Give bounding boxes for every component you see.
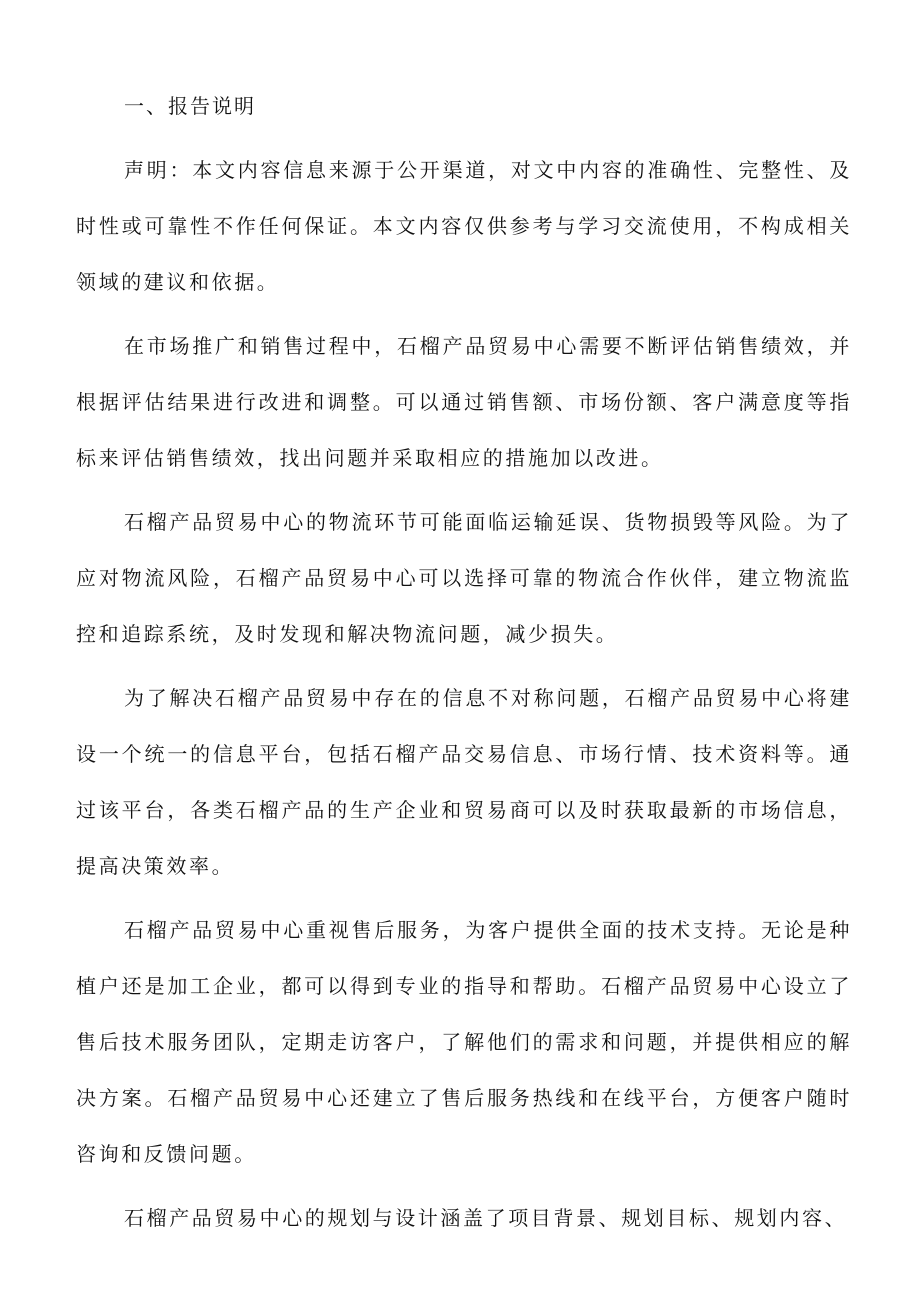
- section-heading: 一、报告说明: [124, 94, 256, 118]
- paragraph-disclaimer: 声明：本文内容信息来源于公开渠道，对文中内容的准确性、完整性、及时性或可靠性不作任何保证。本文内容仅供参考与学习交流使用，不构成相关领域的建议和依据。: [76, 158, 852, 294]
- paragraph-information-platform: 为了解决石榴产品贸易中存在的信息不对称问题，石榴产品贸易中心将建设一个统一的信息平台，包括石榴产品交易信息、市场行情、技术资料等。通过该平台，各类石榴产品的生产企业和贸易商可以及时获取最新的市场信息，提高决策效率。: [76, 686, 852, 878]
- spacer: [76, 662, 852, 670]
- spacer: [76, 1182, 852, 1190]
- paragraph-planning: 石榴产品贸易中心的规划与设计涵盖了项目背景、规划目标、规划内容、: [124, 1206, 848, 1230]
- paragraph-sales-evaluation: 在市场推广和销售过程中，石榴产品贸易中心需要不断评估销售绩效，并根据评估结果进行改进和调整。可以通过销售额、市场份额、客户满意度等指标来评估销售绩效，找出问题并采取相应的措施加以改进。: [76, 334, 852, 470]
- paragraph-logistics-risk: 石榴产品贸易中心的物流环节可能面临运输延误、货物损毁等风险。为了应对物流风险，石榴产品贸易中心可以选择可靠的物流合作伙伴，建立物流监控和追踪系统，及时发现和解决物流问题，减少损失。: [76, 510, 852, 646]
- spacer: [76, 894, 852, 902]
- spacer: [76, 134, 852, 142]
- spacer: [76, 486, 852, 494]
- paragraph-after-sales: 石榴产品贸易中心重视售后服务，为客户提供全面的技术支持。无论是种植户还是加工企业，都可以得到专业的指导和帮助。石榴产品贸易中心设立了售后技术服务团队，定期走访客户，了解他们的需求和问题，并提供相应的解决方案。石榴产品贸易中心还建立了售后服务热线和在线平台，方便客户随时咨询和反馈问题。: [76, 918, 852, 1166]
- spacer: [76, 310, 852, 318]
